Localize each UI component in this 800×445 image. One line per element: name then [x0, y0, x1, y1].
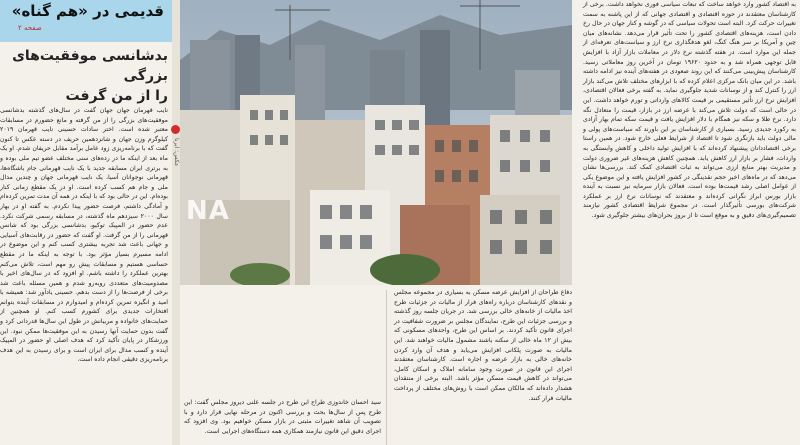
- housing-article-column-2: [180, 398, 385, 445]
- photo-watermark: NA: [186, 196, 230, 226]
- headline-line-2: را از من گرفت: [65, 88, 168, 104]
- economy-article-column: [577, 0, 800, 445]
- city-skyline-photo: [180, 0, 572, 285]
- red-dot-icon: [171, 125, 180, 134]
- economy-article-text: به اقتصاد کشور وارد خواهد ساخت که تبعات سیاسی فوری نخواهد داشت. برخی از کارشناسان معتقدند در حوزه اقتصادی و اقتصادی جهانی که از این پاشنه به سمت تغییرات حرکت کرد. البته است تحولات سیاسی که در گوشه و کنار جهان در حال رخ دادن است، هزینه‌های اقتصادی کشور را تحت تأثیر قرار می‌دهد. نشانه‌های میان چین و آمریکا بر سر هنگ کنگ، لغو هدفگذاری نرخ ارز و سیاست‌های تعرفه‌ای از جمله این موارد است. در هفته گذشته نرخ دلار در معاملات بازار آزاد با افزایش قابل توجهی همراه شد و به حدود ۱۹۶۲۰ تومان در آخرین روز معاملاتی رسید. کارشناسان پیش‌بینی می‌کنند که این روند صعودی در هفته‌های آینده نیز ادامه داشته باشد. در این میان بانک مرکزی اعلام کرده که با ابزارهای مختلف تلاش می‌کند بازار ارز را کنترل کند و از نوسانات شدید جلوگیری نماید. به گفته برخی فعالان اقتصادی، افزایش نرخ ارز تأثیر مستقیمی بر قیمت کالاهای وارداتی و تورم خواهد داشت. این در حالی است که دولت تلاش می‌کند با عرضه ارز در بازار، قیمت را متعادل نگه دارد. نرخ طلا و سکه نیز همگام با دلار افزایش یافت و قیمت سکه تمام بهار آزادی به رکورد جدیدی رسید. بسیاری از کارشناسان بر این باورند که سیاست‌های پولی و مالی دولت باید بازنگری شود تا اقتصاد از شرایط فعلی خارج شود. در همین راستا برخی اقتصاددانان پیشنهاد کرده‌اند که با افزایش تولید داخلی و کاهش وابستگی به واردات، فشار بر بازار ارز کاهش یابد. همچنین کاهش هزینه‌های غیر ضروری دولت و مدیریت بهتر منابع ارزی می‌تواند به ثبات اقتصادی کمک کند. بررسی‌ها نشان می‌دهد که در ماه‌های اخیر حجم نقدینگی در کشور افزایش یافته و این موضوع یکی از عوامل اصلی رشد قیمت‌ها بوده است. فعالان بازار سرمایه نیز نسبت به آینده بازار بورس ابراز نگرانی کرده‌اند و معتقدند که نوسانات نرخ ارز بر عملکرد شرکت‌های بورسی تأثیرگذار است. در مجموع شرایط اقتصادی کشور نیازمند تصمیم‌گیری‌های دقیق و به موقع است تا از بروز بحران‌های بیشتر جلوگیری شود.: [583, 1, 796, 220]
- column-rule: [386, 290, 387, 445]
- banner-title: قدیمی در «هم گناه»: [11, 2, 164, 20]
- headline-line-1: بدشانسی موفقیت‌های بزرگی: [12, 48, 168, 84]
- column-divider: [172, 0, 180, 445]
- housing-article-column-1: [390, 288, 576, 445]
- previous-article-banner: [0, 0, 172, 42]
- city-skyline-illustration: [180, 0, 572, 285]
- article-headline: [0, 46, 168, 106]
- sports-article-text: نایب قهرمان جهان جهان گفت در سال‌های گذشته بدشانسی موفقیت‌های بزرگی را از من گرفته و مانع حضورم در مسابقات معتبر شده است. اختر سادات حسینی نایب قهرمان ۲۰۱۹ کیلوگرم وزن جهان و شانزدهمین حریف در دسته عکس تا کنون گفت که با برنامه‌ریزی زود عامل برآمد مقابل حریفان شدم. او یک ماه بعد از اینکه ما در رده‌های سنی مختلف عضو تیم ملی بوده و به برتری ایران مسابقه جدید با یک نایب قهرمانی جام باشگاه‌ها، قهرمانی نوجوانان آسیا، یک نایب قهرمانی جهان و چندین مدال ملی و جام هم کسب کرده است. او در یک مقطع زمانی کنار بوده‌ام. این در حالی بود که با اینکه در همه آن مدت تمرین کرده‌ام و آمادگی داشتم، فرصت حضور پیدا نکردم. به گفته او در بهار سال ۲۰۰۰ سیزدهم ماه گذشته، در مسابقه رسمی شرکت نکرد. عدم حضور در المپیک توکیو، بدشانسی بزرگی بود که شانس قهرمانی را از من گرفت. او گفت که حضور در رقابت‌های آسیایی و جهانی باعث شد تجربه بیشتری کسب کنم و این موضوع در ادامه مسیرم بسیار مؤثر بود. با توجه به اینکه ما در مقطع حساسی هستیم و مسابقات پیش رو مهم است، تلاش می‌کنم بهترین عملکرد را داشته باشم. او افزود که در سال‌های اخیر با مصدومیت‌های متعددی روبه‌رو شدم و همین مسئله باعث شد برخی از فرصت‌ها را از دست بدهم. حسینی یادآور شد: همیشه با امید و انگیزه تمرین کرده‌ام و امیدوارم در مسابقات آینده بتوانم افتخارات جدیدی برای کشورم کسب کنم. او همچنین از حمایت‌های خانواده و مربیانش در طول این سال‌ها قدردانی کرد و گفت بدون حمایت آنها رسیدن به این موفقیت‌ها ممکن نبود. این ورزشکار در پایان تأکید کرد که هدف اصلی او حضور در المپیک آینده و کسب مدال برای ایران است و برای رسیدن به این هدف برنامه‌ریزی دقیقی انجام داده است.: [0, 107, 168, 364]
- housing-article-text-1: دفاع طراحان از افزایش عرضه مسکن به بسیاری در مجموعه مجلس و نقدهای کارشناسان درباره راه‌های فرار از مالیات در جزئیات طرح اخذ مالیات از خانه‌های خالی بررسی شد. در جریان جلسه روز گذشته و بررسی جزئیات این طرح، نمایندگان مجلس بر ضرورت شفافیت در اجرای قانون تأکید کردند. بر اساس این طرح، واحدهای مسکونی که بیش از ۱۲ ماه خالی از سکنه باشند مشمول مالیات خواهند شد. این مالیات به صورت پلکانی افزایش می‌یابد و هدف آن وارد کردن خانه‌های خالی به بازار عرضه و اجاره است. کارشناسان معتقدند اجرای این قانون در صورت وجود سامانه املاک و اسکان کامل، می‌تواند در کاهش قیمت مسکن مؤثر باشد. البته برخی از منتقدان هشدار داده‌اند که مالکان ممکن است با روش‌های مختلف از پرداخت مالیات فرار کنند.: [394, 289, 572, 402]
- photo-credit: عکس: ایرنا: [173, 138, 180, 167]
- banner-page-ref: صفحه ۲: [18, 24, 42, 32]
- housing-article-text-2: سید احسان خاندوزی طراح این طرح در جلسه علنی دیروز مجلس گفت: این طرح پس از سال‌ها بحث و بررسی اکنون در مرحله نهایی قرار دارد و با تصویب آن شاهد تغییرات مثبتی در بازار مسکن خواهیم بود. وی افزود که اجرای دقیق این قانون نیازمند همکاری همه دستگاه‌های اجرایی است.: [184, 399, 381, 435]
- sports-article-body: [0, 106, 168, 445]
